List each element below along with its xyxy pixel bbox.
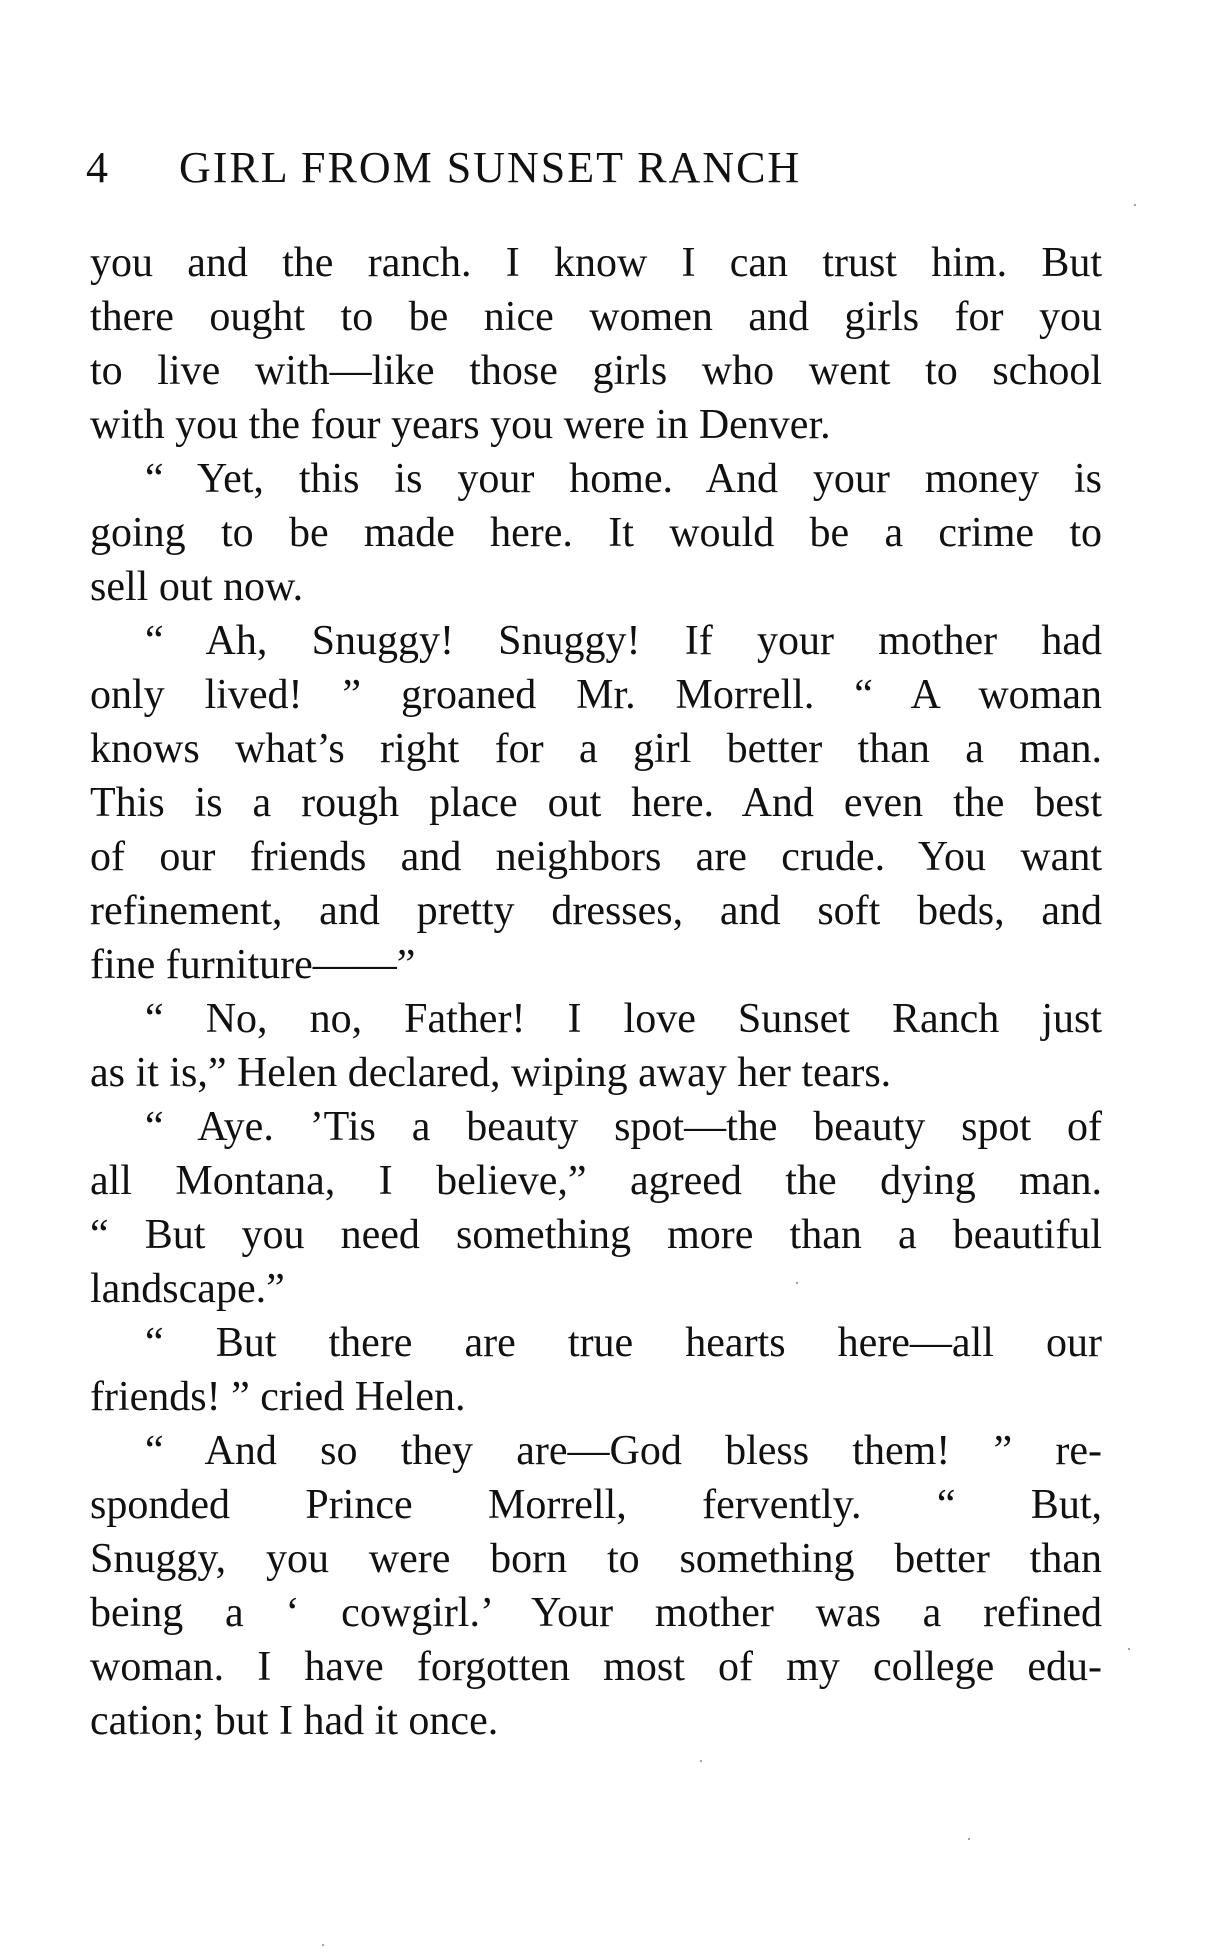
text-line: there ought to be nice women and girls for you <box>90 294 1102 340</box>
text-line: of our friends and neighbors are crude. You want <box>90 834 1102 880</box>
body-text <box>90 236 1102 1748</box>
text-line: landscape.” <box>90 1266 285 1312</box>
text-line: knows what’s right for a girl better than a man. <box>90 726 1102 772</box>
page-header <box>86 138 1006 198</box>
text-line: Snuggy, you were born to something better than <box>90 1536 1102 1582</box>
paper-speck <box>1128 1648 1130 1650</box>
text-line: “ Ah, Snuggy! Snuggy! If your mother had <box>145 618 1102 664</box>
text-line: “ Aye. ’Tis a beauty spot—the beauty spot of <box>145 1104 1102 1150</box>
text-line: “ No, no, Father! I love Sunset Ranch just <box>145 996 1102 1042</box>
text-line: you and the ranch. I know I can trust him. But <box>90 240 1102 286</box>
text-line: being a ‘ cowgirl.’ Your mother was a refined <box>90 1590 1102 1636</box>
text-line: “ And so they are—God bless them! ” re- <box>145 1428 1102 1474</box>
text-line: cation; but I had it once. <box>90 1698 499 1744</box>
text-line: This is a rough place out here. And even the best <box>90 780 1102 826</box>
text-line: “ But there are true hearts here—all our <box>145 1320 1102 1366</box>
text-line: sponded Prince Morrell, fervently. “ But, <box>90 1482 1102 1528</box>
text-line: with you the four years you were in Denver. <box>90 402 831 448</box>
text-line: only lived! ” groaned Mr. Morrell. “ A woman <box>90 672 1102 718</box>
text-line: woman. I have forgotten most of my college edu- <box>90 1644 1102 1690</box>
paper-speck <box>796 1282 798 1284</box>
text-line: refinement, and pretty dresses, and soft beds, and <box>90 888 1102 934</box>
paper-speck <box>700 1760 702 1762</box>
text-line: to live with—like those girls who went to school <box>90 348 1102 394</box>
text-line: “ But you need something more than a beautiful <box>90 1212 1102 1258</box>
paper-speck <box>968 1838 970 1840</box>
page-number: 4 <box>86 143 110 192</box>
text-line: sell out now. <box>90 564 304 610</box>
paper-speck <box>322 1944 324 1946</box>
text-line: all Montana, I believe,” agreed the dying man. <box>90 1158 1102 1204</box>
text-line: “ Yet, this is your home. And your money is <box>145 456 1102 502</box>
text-line: as it is,” Helen declared, wiping away her tears. <box>90 1050 892 1096</box>
running-head: GIRL FROM SUNSET RANCH <box>179 143 802 192</box>
paper-speck <box>1134 204 1136 206</box>
text-line: fine furniture——” <box>90 942 416 988</box>
text-line: going to be made here. It would be a crime to <box>90 510 1102 556</box>
text-line: friends! ” cried Helen. <box>90 1374 466 1420</box>
